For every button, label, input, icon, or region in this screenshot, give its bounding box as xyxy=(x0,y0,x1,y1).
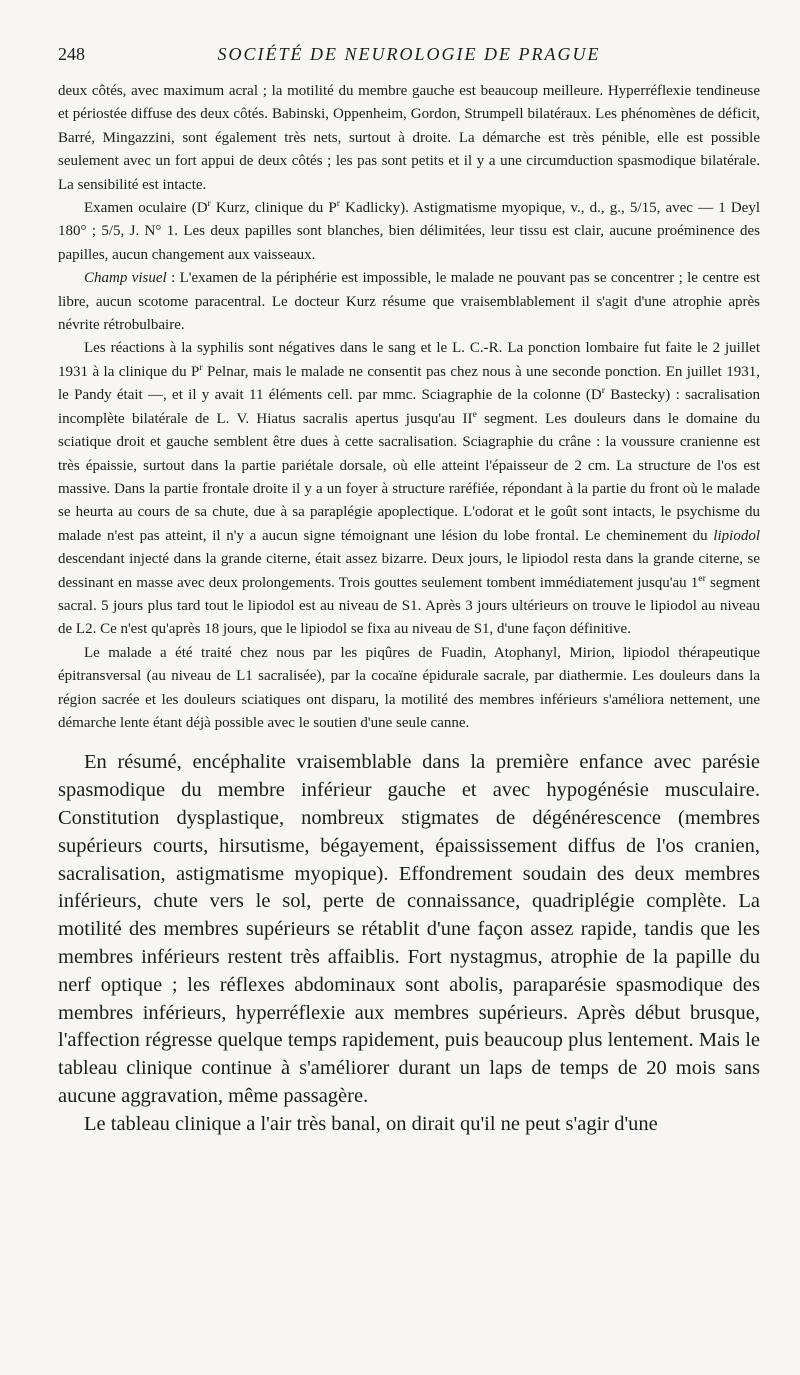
case-report-body xyxy=(58,80,760,735)
paragraph-motility: deux côtés, avec maximum acral ; la motilité du membre gauche est beaucoup meilleure. Hyperréflexie tendineuse et périostée diffuse des deux côtés. Babinski, Oppenheim, Gordon, Strumpell bilatéraux. Les phénomènes de déficit, Barré, Mingazzini, sont également très nets, surtout à droite. La démarche est très pénible, elle est possible seulement avec un fort appui de deux côtés ; les pas sont petits et il y a une circumduction spasmodique bilatérale. La sensibilité est intacte. xyxy=(58,83,760,193)
summary-body xyxy=(58,749,760,1138)
paragraph-treatment: Le malade a été traité chez nous par les piqûres de Fuadin, Atophanyl, Mirion, lipiodol thérapeutique épitransversal (au niveau de L1 sacralisée), par la cocaïne épidurale sacrale, par diathermie. Les douleurs dans la région sacrée et les douleurs sciatiques ont disparu, la motilité des membres inférieurs s'améliora nettement, une démarche lente étant déjà possible avec le soutien d'une seule canne. xyxy=(58,644,760,731)
paragraph-summary: En résumé, encéphalite vraisemblable dans la première enfance avec parésie spasmodique du membre inférieur gauche et avec hypogénésie musculaire. Constitution dysplastique, nombreux stigmates de dégénérescence (membres supérieurs courts, hirsutisme, bégayement, épaississement diffus de l'os cranien, sacralisation, astigmatisme myopique). Effondrement soudain des deux membres inférieurs, chute vers le sol, perte de connaissance, quadriplégie complète. La motilité des membres supérieurs se rétablit d'une façon assez rapide, tandis que les membres inférieurs restent très affaiblis. Fort nystagmus, atrophie de la papille du nerf optique ; les réflexes abdominaux sont abolis, paraparésie spasmodique des membres inférieurs, hyperréflexie aux membres supérieurs. Après début brusque, l'affection régresse quelque temps rapidement, puis beaucoup plus lentement. Mais le tableau clinique continue à s'améliorer durant un laps de temps de 20 mois sans aucune aggravation, même passagère. xyxy=(58,751,760,1107)
page-header xyxy=(58,44,760,80)
page-number: 248 xyxy=(58,44,85,64)
paragraph-ocular-exam: Examen oculaire ($D^r$ Kurz, clinique du $P^r$ Kadlicky). Astigmatisme myopique, v., d., g., 5/15, avec — 1 Deyl 180° ; 5/5, J. N° 1. Les deux papilles sont blanches, bien délimitées, leur tissu est clair, aucune proéminence des papilles, aucun changement aux vaisseaux. xyxy=(58,198,760,263)
paragraph-visual-field: Champ visuel : L'examen de la périphérie est impossible, le malade ne pouvant pas se concentrer ; le centre est libre, aucun scotome paracentral. Le docteur Kurz résume que vraisemblablement il s'agit d'une atrophie après névrite rétrobulbaire. xyxy=(58,270,760,334)
paragraph-discussion-start: Le tableau clinique a l'air très banal, on dirait qu'il ne peut s'agir d'une xyxy=(84,1112,658,1135)
paragraph-lab-and-imaging: Les réactions à la syphilis sont négatives dans le sang et le L. C.-R. La ponction lombaire fut faite le 2 juillet 1931 à la clinique du $P^r$ Pelnar, mais le malade ne consentit pas chez nous à une seconde ponction. En juillet 1931, le Pandy était —, et il y avait 11 éléments cell. par mmc. Sciagraphie de la colonne ($D^r$ Bastecky) : sacralisation incomplète bilatérale de L. V. Hiatus sacralis apertus jusqu'au IIe segment. Les douleurs dans le domaine du sciatique droit et gauche semblent être dues à cette sacralisation. Sciagraphie du crâne : la voussure cranienne est très épaissie, surtout dans la partie pariétale dorsale, où elle atteint l'épaisseur de 2 cm. La structure de l'os est massive. Dans la partie frontale droite il y a un foyer à structure raréfiée, répondant à la partie du front où le malade se heurta au cours de sa chute, due à sa paraplégie apoplectique. L'odorat et le goût sont intacts, le psychisme du malade n'est pas atteint, il n'y a aucun signe témoignant une lésion du lobe frontal. Le cheminement du lipiodol descendant injecté dans la grande citerne, était assez bizarre. Deux jours, le lipiodol resta dans la grande citerne, se dessinant en masse avec deux prolongements. Trois gouttes seulement tombent immédiatement jusqu'au 1er segment sacral. 5 jours plus tard tout le lipiodol est au niveau de S1. Après 3 jours ultérieurs on trouve le lipiodol au niveau de L2. Ce n'est qu'après 18 jours, que le lipiodol se fixa au niveau de S1, d'une façon définitive. xyxy=(58,340,760,638)
running-title: SOCIÉTÉ DE NEUROLOGIE DE PRAGUE xyxy=(217,44,601,64)
visual-field-label: Champ visuel xyxy=(84,270,167,287)
